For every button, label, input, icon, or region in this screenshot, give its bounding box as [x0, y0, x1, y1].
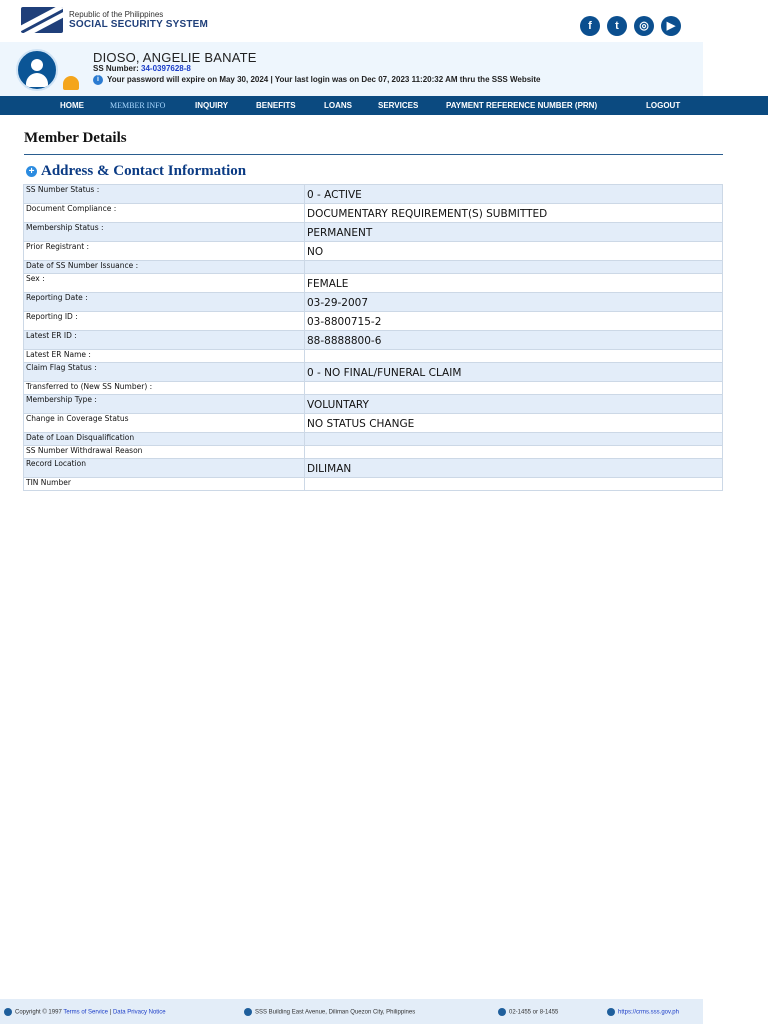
nav-inquiry[interactable]: INQUIRY	[195, 101, 229, 110]
detail-label: Membership Type :	[24, 395, 305, 414]
footer	[0, 999, 703, 1024]
page-title: Member Details	[24, 130, 127, 146]
detail-value	[305, 261, 723, 274]
table-row	[24, 223, 723, 242]
ss-number-value: 34-0397628-8	[141, 64, 191, 73]
address-text: SSS Building East Avenue, Diliman Quezon City, Philippines	[255, 1009, 416, 1016]
main-nav	[0, 96, 768, 115]
footer-website	[607, 1008, 679, 1016]
detail-value: 88-8888800-6	[305, 331, 723, 350]
table-row	[24, 382, 723, 395]
nav-member-info[interactable]: MEMBER INFO	[110, 101, 166, 110]
detail-value: 0 - ACTIVE	[305, 185, 723, 204]
location-icon	[244, 1008, 252, 1016]
detail-label: Latest ER Name :	[24, 350, 305, 363]
ss-number-label: SS Number:	[93, 64, 139, 73]
table-row	[24, 261, 723, 274]
website-link[interactable]: https://crms.sss.gov.ph	[618, 1009, 679, 1016]
table-row	[24, 478, 723, 491]
info-icon: i	[93, 75, 103, 85]
table-row	[24, 312, 723, 331]
detail-value: PERMANENT	[305, 223, 723, 242]
table-row	[24, 242, 723, 261]
detail-label: Claim Flag Status :	[24, 363, 305, 382]
table-row	[24, 293, 723, 312]
section-title: Address & Contact Information	[41, 163, 247, 179]
youtube-icon[interactable]: ▶	[661, 16, 681, 36]
table-row	[24, 331, 723, 350]
logo-subtitle: Republic of the Philippines	[69, 10, 164, 19]
detail-label: SS Number Withdrawal Reason	[24, 446, 305, 459]
detail-value: 0 - NO FINAL/FUNERAL CLAIM	[305, 363, 723, 382]
detail-label: Transferred to (New SS Number) :	[24, 382, 305, 395]
detail-value: DOCUMENTARY REQUIREMENT(S) SUBMITTED	[305, 204, 723, 223]
notification-bell-icon[interactable]	[63, 76, 79, 90]
phone-icon	[498, 1008, 506, 1016]
detail-value	[305, 446, 723, 459]
detail-label: Reporting ID :	[24, 312, 305, 331]
phone-text: 02-1455 or 8-1455	[509, 1009, 559, 1016]
member-details-table	[23, 184, 723, 491]
facebook-icon[interactable]: f	[580, 16, 600, 36]
table-row	[24, 350, 723, 363]
globe-icon	[607, 1008, 615, 1016]
copyright-text: Copyright © 1997	[15, 1009, 62, 1016]
detail-value: DILIMAN	[305, 459, 723, 478]
detail-label: Date of SS Number Issuance :	[24, 261, 305, 274]
detail-label: Date of Loan Disqualification	[24, 433, 305, 446]
login-notice	[93, 75, 541, 85]
member-name: DIOSO, ANGELIE BANATE	[93, 50, 257, 65]
detail-label: Record Location	[24, 459, 305, 478]
detail-value: 03-29-2007	[305, 293, 723, 312]
detail-label: Latest ER ID :	[24, 331, 305, 350]
logo-title: SOCIAL SECURITY SYSTEM	[69, 19, 209, 30]
avatar	[16, 49, 58, 91]
sss-logo-icon[interactable]	[21, 7, 63, 33]
table-row	[24, 446, 723, 459]
detail-value: NO STATUS CHANGE	[305, 414, 723, 433]
twitter-icon[interactable]: t	[607, 16, 627, 36]
detail-label: Prior Registrant :	[24, 242, 305, 261]
detail-label: Sex :	[24, 274, 305, 293]
top-header	[0, 0, 703, 42]
title-divider	[24, 154, 723, 155]
detail-label: Membership Status :	[24, 223, 305, 242]
terms-link[interactable]: Terms of Service	[63, 1009, 109, 1016]
instagram-icon[interactable]: ◎	[634, 16, 654, 36]
footer-separator: |	[109, 1009, 112, 1016]
table-row	[24, 274, 723, 293]
footer-address	[244, 1008, 415, 1016]
detail-value	[305, 433, 723, 446]
nav-home[interactable]: HOME	[60, 101, 84, 110]
detail-label: SS Number Status :	[24, 185, 305, 204]
globe-icon	[4, 1008, 12, 1016]
ss-number-line	[93, 64, 191, 73]
nav-prn[interactable]: PAYMENT REFERENCE NUMBER (PRN)	[446, 101, 598, 110]
detail-label: Reporting Date :	[24, 293, 305, 312]
detail-value: NO	[305, 242, 723, 261]
table-row	[24, 459, 723, 478]
table-row	[24, 363, 723, 382]
detail-value	[305, 350, 723, 363]
table-row	[24, 204, 723, 223]
expand-plus-icon[interactable]: +	[26, 166, 37, 177]
nav-benefits[interactable]: BENEFITS	[256, 101, 296, 110]
table-row	[24, 185, 723, 204]
detail-label: TIN Number	[24, 478, 305, 491]
detail-label: Change in Coverage Status	[24, 414, 305, 433]
detail-label: Document Compliance :	[24, 204, 305, 223]
detail-value: 03-8800715-2	[305, 312, 723, 331]
table-row	[24, 414, 723, 433]
detail-value	[305, 382, 723, 395]
nav-logout[interactable]: LOGOUT	[646, 101, 681, 110]
table-row	[24, 433, 723, 446]
privacy-link[interactable]: Data Privacy Notice	[112, 1009, 166, 1016]
footer-phone	[498, 1008, 558, 1016]
table-row	[24, 395, 723, 414]
detail-value	[305, 478, 723, 491]
detail-value: FEMALE	[305, 274, 723, 293]
detail-value: VOLUNTARY	[305, 395, 723, 414]
login-notice-text: Your password will expire on May 30, 2024 | Your last login was on Dec 07, 2023 11:20:32 AM thru the SSS Website	[107, 75, 541, 85]
nav-services[interactable]: SERVICES	[378, 101, 419, 110]
footer-copyright	[4, 1008, 166, 1016]
section-heading[interactable]	[26, 163, 246, 180]
nav-loans[interactable]: LOANS	[324, 101, 352, 110]
